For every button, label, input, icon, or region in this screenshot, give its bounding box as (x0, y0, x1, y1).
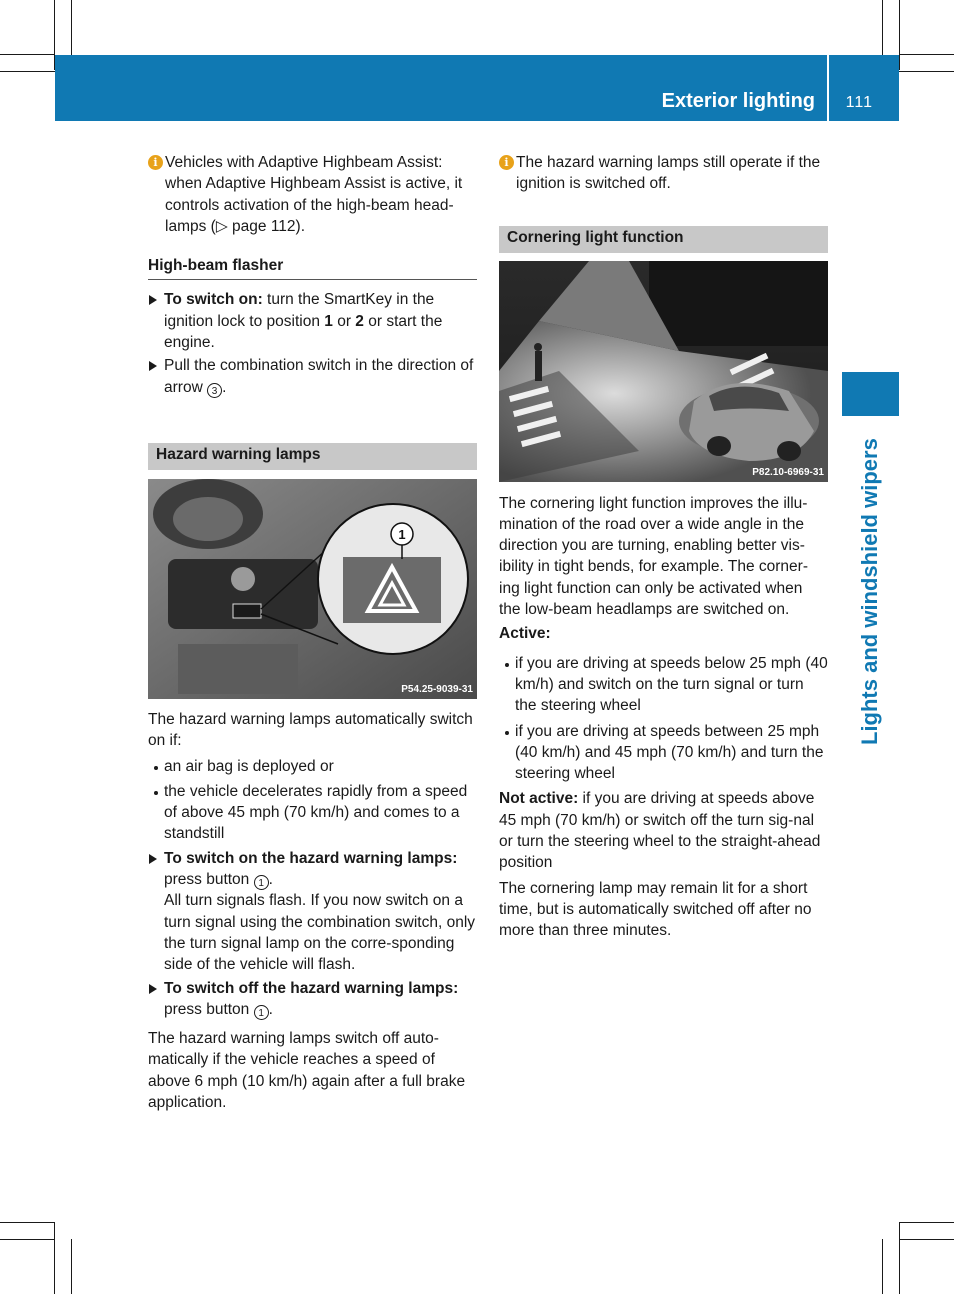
figure-code: P54.25-9039-31 (401, 683, 473, 695)
crop-mark (71, 1239, 72, 1294)
crop-mark (54, 1222, 55, 1294)
page-number: 111 (845, 94, 873, 111)
right-column (499, 152, 828, 942)
crop-mark (882, 0, 883, 55)
crop-mark (899, 54, 954, 55)
figure-code: P82.10-6969-31 (752, 466, 824, 478)
callout-number: 1 (254, 1005, 269, 1020)
step-switch-on-hazard: To switch on the hazard warning lamps: press button 1 . All turn signals flash. If you now switch on a turn signal using the combination switch, only the turn signal lamp on the corre-sponding side of the vehicle will flash. (148, 848, 477, 976)
crop-mark (899, 1222, 900, 1294)
step-pull-switch: Pull the combination switch in the direction of arrow 3 . (148, 355, 477, 398)
step-text: or (332, 312, 356, 330)
info-note (499, 152, 828, 195)
callout-number: 1 (254, 875, 269, 890)
section-title: Exterior lighting (661, 90, 815, 112)
hazard-intro: The hazard warning lamps automatically switch on if: (148, 710, 473, 750)
chapter-title: Lights and windshield wipers (857, 438, 882, 745)
list-item: an air bag is deployed or (148, 756, 477, 777)
step-label: To switch on: (164, 291, 263, 309)
cornering-description: The cornering light function improves the illu-mination of the road over a wide angle in the direction you are turning, enabling better vis-ibility in tight bends, for example. The corner-ing light function can only be activated when the low-beam headlamps are switched on. (499, 494, 809, 619)
heading-cornering-light: Cornering light function (499, 226, 828, 253)
step-arrow-icon (149, 854, 157, 864)
list-item: the vehicle decelerates rapidly from a speed of above 45 mph (70 km/h) and comes to a standstill (148, 781, 477, 845)
step-result: All turn signals flash. If you now switch on a turn signal using the combination switch, only the turn signal lamp on the corre-sponding side of the vehicle will flash. (164, 892, 476, 974)
crop-mark (899, 0, 900, 70)
page-header (55, 55, 899, 121)
step-label: To switch on the hazard warning lamps: (164, 849, 458, 867)
not-active-text: Not active: if you are driving at speeds above 45 mph (70 km/h) or switch off the turn sig-nal or turn the steering wheel to the straight-ahead position (499, 790, 821, 872)
crop-mark (899, 1239, 954, 1240)
crop-mark (0, 1222, 55, 1223)
bullet-dot (505, 663, 509, 667)
crop-mark (882, 1239, 883, 1294)
crop-mark (71, 0, 72, 55)
crop-mark (0, 1239, 55, 1240)
crop-mark (0, 71, 55, 72)
info-icon: i (148, 155, 163, 170)
note-text: The hazard warning lamps still operate if the ignition is switched off. (516, 154, 821, 193)
bullet-dot (154, 766, 158, 770)
list-item: if you are driving at speeds below 25 mph (40 km/h) and switch on the turn signal or turn the steering wheel (499, 653, 828, 717)
step-arrow-icon (149, 295, 157, 305)
step-text: press button (164, 871, 254, 889)
step-text: or start the engine. (164, 312, 443, 352)
cornering-figure (499, 261, 828, 482)
note-text: Vehicles with Adaptive Highbeam Assist: when Adaptive Highbeam Assist is active, it controls activation of the high-beam head-lamps (▷ page 112). (165, 154, 463, 235)
step-switch-on (148, 289, 477, 353)
chapter-tab (842, 372, 899, 416)
active-label: Active: (499, 625, 551, 643)
bullet-dot (154, 791, 158, 795)
left-column (148, 152, 477, 1113)
step-text: Pull the combination switch in the direction of arrow (164, 357, 474, 396)
crop-mark (899, 1222, 954, 1223)
crop-mark (0, 54, 55, 55)
header-separator (827, 55, 829, 121)
hazard-closing: The hazard warning lamps switch off auto-matically if the vehicle reaches a speed of above 6 mph (10 km/h) again after a full brake application. (148, 1030, 466, 1112)
heading-hazard-warning-lamps: Hazard warning lamps (148, 443, 477, 470)
info-note (148, 152, 477, 237)
info-icon: i (499, 155, 514, 170)
step-switch-off-hazard: To switch off the hazard warning lamps: press button 1 . (148, 978, 477, 1021)
list-item: if you are driving at speeds between 25 mph (40 km/h) and 45 mph (70 km/h) and turn the steering wheel (499, 721, 828, 785)
hazard-figure (148, 479, 477, 699)
crop-mark (899, 71, 954, 72)
step-text: press button (164, 1000, 254, 1018)
callout-label: 1 (398, 526, 406, 542)
step-arrow-icon (149, 984, 157, 994)
dashboard-illustration (148, 479, 477, 699)
step-text: turn the SmartKey in the ignition lock to position (164, 291, 435, 330)
step-label: To switch off the hazard warning lamps: (164, 979, 459, 997)
subheading-high-beam-flasher: High-beam flasher (148, 255, 477, 280)
lamp-note: The cornering lamp may remain lit for a short time, but is automatically switched off after no more than three minutes. (499, 879, 812, 940)
callout-number: 3 (207, 383, 222, 398)
bullet-dot (505, 731, 509, 735)
position-number: 2 (355, 312, 364, 330)
street-illustration (499, 261, 828, 482)
position-number: 1 (324, 312, 333, 330)
step-arrow-icon (149, 361, 157, 371)
